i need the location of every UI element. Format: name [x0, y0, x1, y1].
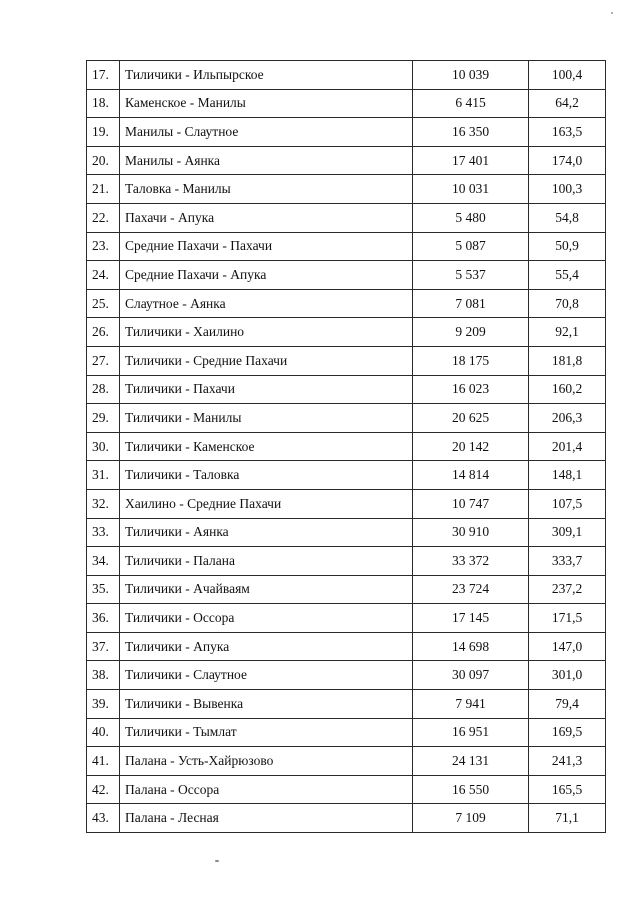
route-name-cell: Тиличики - Ильпырское	[120, 61, 413, 90]
distance-cell: 10 747	[413, 489, 529, 518]
row-number-cell: 19.	[87, 118, 120, 147]
scan-speck	[611, 12, 613, 14]
value-cell: 309,1	[529, 518, 606, 547]
value-cell: 100,4	[529, 61, 606, 90]
row-number-cell: 32.	[87, 489, 120, 518]
value-cell: 79,4	[529, 690, 606, 719]
table-row	[87, 489, 606, 518]
table-row	[87, 747, 606, 776]
route-name-cell: Тиличики - Манилы	[120, 404, 413, 433]
route-name-cell: Палана - Оссора	[120, 775, 413, 804]
distance-cell: 5 087	[413, 232, 529, 261]
route-name-cell: Слаутное - Аянка	[120, 289, 413, 318]
row-number-cell: 26.	[87, 318, 120, 347]
distance-cell: 5 480	[413, 203, 529, 232]
distance-cell: 16 350	[413, 118, 529, 147]
row-number-cell: 28.	[87, 375, 120, 404]
table-row	[87, 547, 606, 576]
table-row	[87, 289, 606, 318]
table-row	[87, 661, 606, 690]
value-cell: 174,0	[529, 146, 606, 175]
row-number-cell: 35.	[87, 575, 120, 604]
table-row	[87, 404, 606, 433]
row-number-cell: 18.	[87, 89, 120, 118]
value-cell: 333,7	[529, 547, 606, 576]
distance-cell: 16 550	[413, 775, 529, 804]
distance-cell: 14 698	[413, 632, 529, 661]
table-row	[87, 718, 606, 747]
row-number-cell: 20.	[87, 146, 120, 175]
row-number-cell: 39.	[87, 690, 120, 719]
row-number-cell: 23.	[87, 232, 120, 261]
table-row	[87, 804, 606, 833]
value-cell: 55,4	[529, 261, 606, 290]
table-row	[87, 604, 606, 633]
distance-cell: 10 031	[413, 175, 529, 204]
table-row	[87, 146, 606, 175]
value-cell: 107,5	[529, 489, 606, 518]
value-cell: 54,8	[529, 203, 606, 232]
distance-cell: 23 724	[413, 575, 529, 604]
table-row	[87, 690, 606, 719]
value-cell: 148,1	[529, 461, 606, 490]
route-name-cell: Средние Пахачи - Пахачи	[120, 232, 413, 261]
distance-cell: 7 109	[413, 804, 529, 833]
route-name-cell: Тиличики - Тымлат	[120, 718, 413, 747]
row-number-cell: 29.	[87, 404, 120, 433]
distance-cell: 20 142	[413, 432, 529, 461]
table-row	[87, 118, 606, 147]
route-name-cell: Тиличики - Палана	[120, 547, 413, 576]
value-cell: 181,8	[529, 346, 606, 375]
route-name-cell: Тиличики - Пахачи	[120, 375, 413, 404]
table-row	[87, 518, 606, 547]
row-number-cell: 38.	[87, 661, 120, 690]
route-name-cell: Тиличики - Хаилино	[120, 318, 413, 347]
distance-cell: 6 415	[413, 89, 529, 118]
row-number-cell: 24.	[87, 261, 120, 290]
route-name-cell: Тиличики - Аянка	[120, 518, 413, 547]
value-cell: 237,2	[529, 575, 606, 604]
route-name-cell: Манилы - Аянка	[120, 146, 413, 175]
value-cell: 100,3	[529, 175, 606, 204]
route-name-cell: Тиличики - Слаутное	[120, 661, 413, 690]
route-name-cell: Средние Пахачи - Апука	[120, 261, 413, 290]
route-name-cell: Тиличики - Ачайваям	[120, 575, 413, 604]
routes-table	[86, 60, 606, 833]
row-number-cell: 42.	[87, 775, 120, 804]
row-number-cell: 27.	[87, 346, 120, 375]
distance-cell: 16 023	[413, 375, 529, 404]
table-row	[87, 318, 606, 347]
value-cell: 70,8	[529, 289, 606, 318]
row-number-cell: 43.	[87, 804, 120, 833]
distance-cell: 33 372	[413, 547, 529, 576]
table-row	[87, 232, 606, 261]
route-name-cell: Хаилино - Средние Пахачи	[120, 489, 413, 518]
distance-cell: 20 625	[413, 404, 529, 433]
routes-table-body	[87, 61, 606, 833]
route-name-cell: Каменское - Манилы	[120, 89, 413, 118]
table-row	[87, 461, 606, 490]
value-cell: 169,5	[529, 718, 606, 747]
route-name-cell: Таловка - Манилы	[120, 175, 413, 204]
distance-cell: 18 175	[413, 346, 529, 375]
row-number-cell: 31.	[87, 461, 120, 490]
route-name-cell: Тиличики - Каменское	[120, 432, 413, 461]
table-row	[87, 175, 606, 204]
table-row	[87, 375, 606, 404]
row-number-cell: 21.	[87, 175, 120, 204]
row-number-cell: 36.	[87, 604, 120, 633]
table-row	[87, 775, 606, 804]
value-cell: 241,3	[529, 747, 606, 776]
table-row	[87, 432, 606, 461]
route-name-cell: Палана - Лесная	[120, 804, 413, 833]
route-name-cell: Тиличики - Вывенка	[120, 690, 413, 719]
row-number-cell: 41.	[87, 747, 120, 776]
distance-cell: 14 814	[413, 461, 529, 490]
distance-cell: 9 209	[413, 318, 529, 347]
row-number-cell: 17.	[87, 61, 120, 90]
value-cell: 50,9	[529, 232, 606, 261]
table-row	[87, 261, 606, 290]
route-name-cell: Тиличики - Средние Пахачи	[120, 346, 413, 375]
distance-cell: 30 910	[413, 518, 529, 547]
table-row	[87, 61, 606, 90]
distance-cell: 24 131	[413, 747, 529, 776]
row-number-cell: 33.	[87, 518, 120, 547]
row-number-cell: 34.	[87, 547, 120, 576]
table-row	[87, 632, 606, 661]
scan-speck	[215, 860, 219, 862]
row-number-cell: 37.	[87, 632, 120, 661]
distance-cell: 7 081	[413, 289, 529, 318]
distance-cell: 7 941	[413, 690, 529, 719]
route-name-cell: Тиличики - Апука	[120, 632, 413, 661]
value-cell: 163,5	[529, 118, 606, 147]
route-name-cell: Манилы - Слаутное	[120, 118, 413, 147]
route-name-cell: Тиличики - Оссора	[120, 604, 413, 633]
value-cell: 71,1	[529, 804, 606, 833]
route-name-cell: Пахачи - Апука	[120, 203, 413, 232]
value-cell: 171,5	[529, 604, 606, 633]
value-cell: 147,0	[529, 632, 606, 661]
value-cell: 165,5	[529, 775, 606, 804]
route-name-cell: Тиличики - Таловка	[120, 461, 413, 490]
value-cell: 160,2	[529, 375, 606, 404]
value-cell: 201,4	[529, 432, 606, 461]
value-cell: 301,0	[529, 661, 606, 690]
row-number-cell: 25.	[87, 289, 120, 318]
distance-cell: 17 401	[413, 146, 529, 175]
row-number-cell: 30.	[87, 432, 120, 461]
value-cell: 64,2	[529, 89, 606, 118]
table-row	[87, 346, 606, 375]
table-row	[87, 575, 606, 604]
row-number-cell: 40.	[87, 718, 120, 747]
value-cell: 206,3	[529, 404, 606, 433]
route-name-cell: Палана - Усть-Хайрюзово	[120, 747, 413, 776]
value-cell: 92,1	[529, 318, 606, 347]
row-number-cell: 22.	[87, 203, 120, 232]
distance-cell: 16 951	[413, 718, 529, 747]
table-row	[87, 203, 606, 232]
table-row	[87, 89, 606, 118]
distance-cell: 10 039	[413, 61, 529, 90]
distance-cell: 17 145	[413, 604, 529, 633]
distance-cell: 5 537	[413, 261, 529, 290]
distance-cell: 30 097	[413, 661, 529, 690]
